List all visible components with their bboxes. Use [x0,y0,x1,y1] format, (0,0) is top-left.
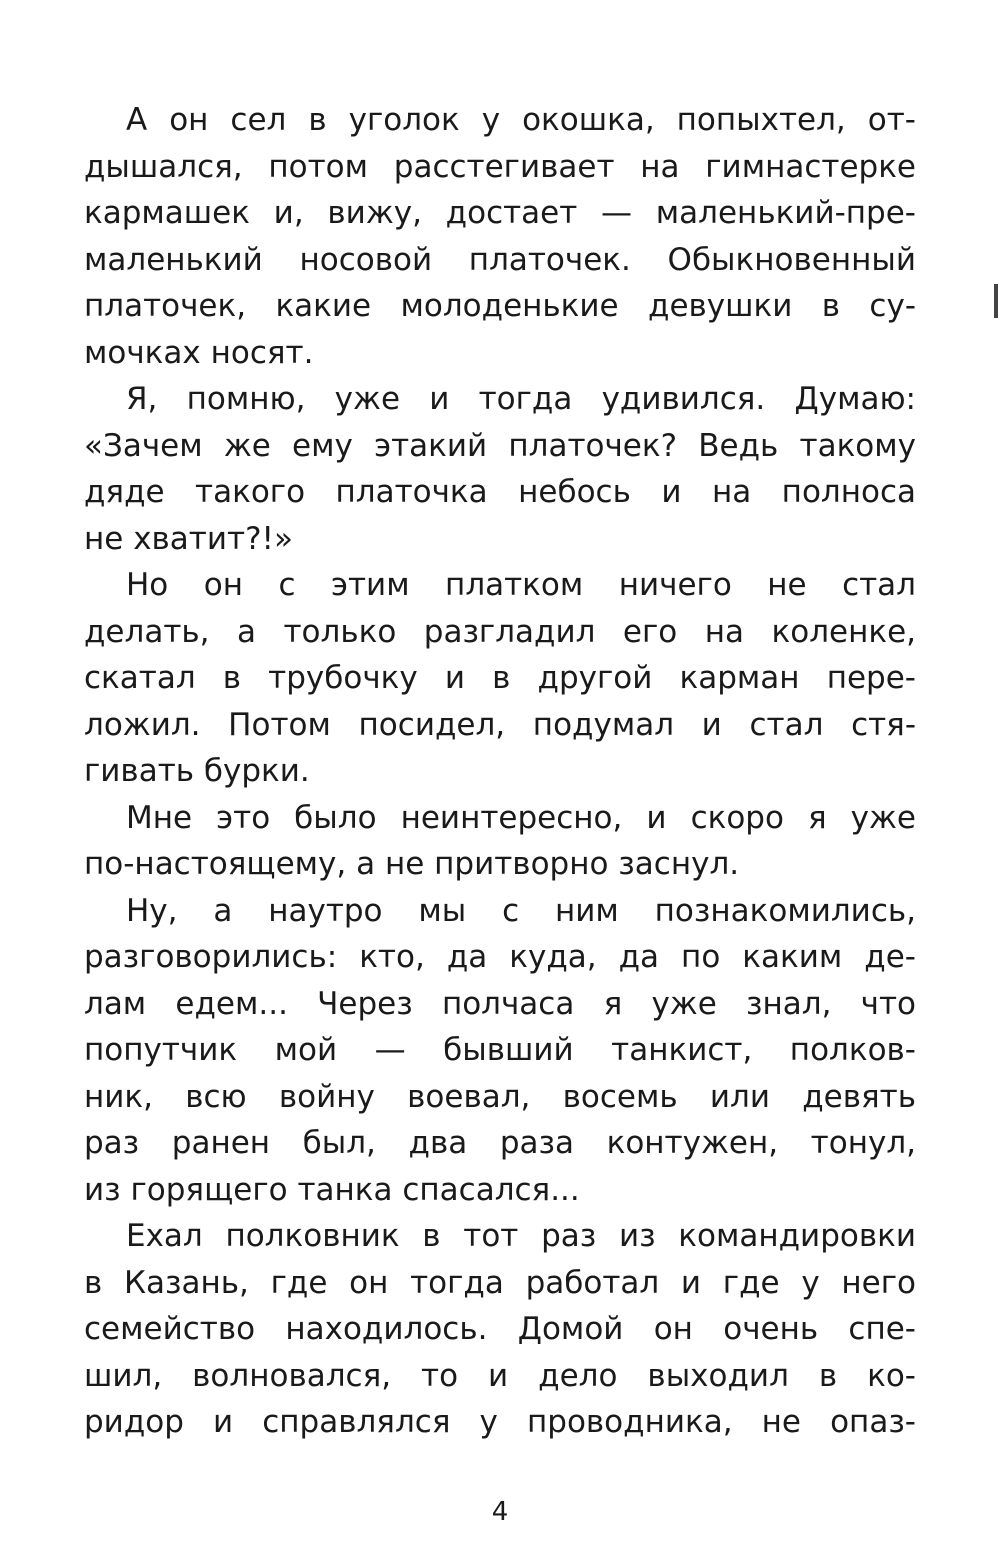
paragraph [84,562,916,795]
text-line: в Казань, где он тогда работал и где у него [84,1264,916,1301]
page-edge-mark [994,284,998,318]
text-line: раз ранен был, два раза контужен, тонул, [84,1125,916,1161]
text-line: мочках носят. [84,334,314,371]
text-line: по-настоящему, а не притворно заснул. [84,846,740,882]
paragraph [84,376,916,562]
text-line: маленький носовой платочек. Обыкновенный [84,241,916,278]
text-line: Ну, а наутро мы с ним познакомились, [126,892,916,929]
text-line: Мне это было неинтересно, и скоро я уже [126,799,916,836]
text-line: кармашек и, вижу, достает — маленький-пре- [84,195,916,231]
page-number: 4 [491,1497,509,1527]
text-line: не хватит?!» [84,520,293,557]
text-line: Ехал полковник в тот раз из командировки [126,1218,916,1254]
text-line: шил, волновался, то и дело выходил в ко- [84,1357,916,1394]
text-line: Я, помню, уже и тогда удивился. Думаю: [126,381,916,417]
text-line: разговорились: кто, да куда, да по каким де- [84,939,916,975]
text-line: из горящего танка спасался... [84,1171,580,1208]
text-line: попутчик мой — бывший танкист, полков- [84,1032,916,1068]
text-line: скатал в трубочку и в другой карман пере- [84,660,916,696]
text-line: лам едем... Через полчаса я уже знал, что [84,985,916,1022]
text-line: дышался, потом расстегивает на гимнастерке [84,148,916,185]
paragraph [84,888,916,1214]
text-line: ник, всю войну воевал, восемь или девять [84,1078,916,1115]
text-line: ложил. Потом посидел, подумал и стал стя- [84,706,916,743]
text-line: семейство находилось. Домой он очень спе- [84,1311,916,1347]
text-line: делать, а только разгладил его на коленке, [84,613,916,650]
text-line: дяде такого платочка небось и на полноса [84,474,916,510]
paragraph [84,1213,916,1446]
text-line: платочек, какие молоденькие девушки в су- [84,288,916,324]
text-line: А он сел в уголок у окошка, попыхтел, от- [126,102,916,138]
page-text [84,97,916,1446]
text-line: Но он с этим платком ничего не стал [126,567,916,603]
paragraph [84,795,916,888]
text-line: гивать бурки. [84,753,310,789]
paragraph [84,97,916,376]
text-line: ридор и справлялся у проводника, не опаз- [84,1404,916,1440]
text-line: «Зачем же ему этакий платочек? Ведь такому [84,427,916,464]
